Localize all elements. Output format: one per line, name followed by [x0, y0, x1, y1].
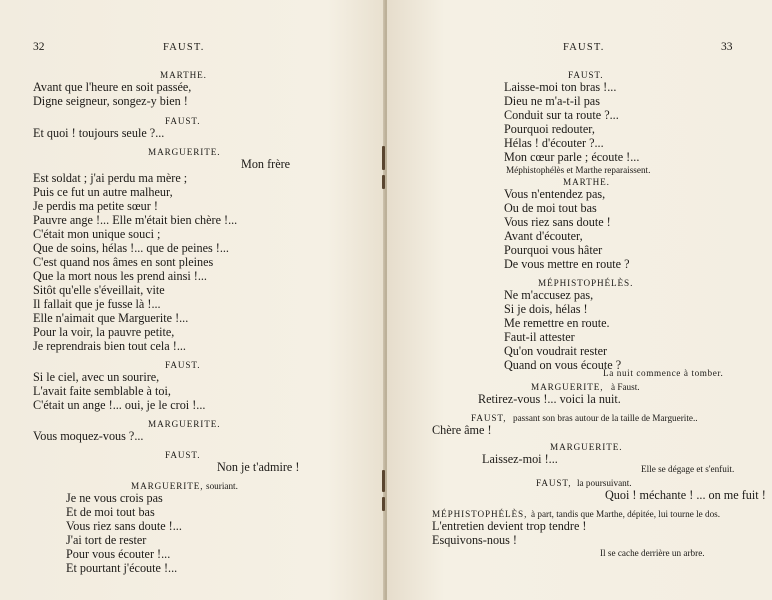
- verse-line: Puis ce fut un autre malheur,: [33, 185, 173, 199]
- verse-line: Ne m'accusez pas,: [504, 288, 594, 302]
- verse-line: Elle n'aimait que Marguerite !...: [33, 311, 189, 325]
- right-page: [387, 0, 772, 600]
- binding-stitch: [382, 146, 385, 170]
- verse-line: Sitôt qu'elle s'éveillait, vite: [33, 283, 165, 297]
- verse-line: Si le ciel, avec un sourire,: [33, 370, 160, 384]
- stage-direction: Il se cache derrière un arbre.: [600, 548, 705, 558]
- verse-line: Je perdis ma petite sœur !: [33, 199, 158, 213]
- verse-line: Pour la voir, la pauvre petite,: [33, 325, 175, 339]
- speaker-name: MARGUERITE,: [531, 382, 604, 392]
- verse-line: Pour vous écouter !...: [66, 547, 171, 561]
- speaker-name: MÉPHISTOPHÉLÈS.: [538, 278, 634, 288]
- stage-direction: passant son bras autour de la taille de Marguerite..: [513, 413, 698, 423]
- running-header: FAUST.: [163, 42, 205, 53]
- verse-line: Faut-il attester: [504, 330, 575, 344]
- verse-line: Quand on vous écoute ?: [504, 358, 622, 372]
- speaker-name: FAUST.: [568, 70, 604, 80]
- speaker-name: MARTHE.: [563, 177, 610, 187]
- stage-direction: Elle se dégage et s'enfuit.: [641, 464, 735, 474]
- left-page: [0, 0, 385, 600]
- verse-line: Mon frère: [241, 157, 291, 171]
- binding-stitch: [382, 470, 385, 492]
- verse-line: C'est quand nos âmes en sont pleines: [33, 255, 214, 269]
- verse-line: Hélas ! d'écouter ?...: [504, 136, 604, 150]
- verse-line: C'était un ange !... oui, je le croi !...: [33, 398, 206, 412]
- verse-line: Pourquoi vous hâter: [504, 243, 603, 257]
- verse-line: Quoi ! méchante ! ... on me fuit !: [605, 488, 766, 502]
- verse-line: Je reprendrais bien tout cela !...: [33, 339, 186, 353]
- speaker-name: MÉPHISTOPHÉLÈS,: [432, 509, 528, 519]
- verse-line: Pauvre ange !... Elle m'était bien chère !...: [33, 213, 238, 227]
- speaker-name: FAUST.: [165, 450, 201, 460]
- verse-line: L'entretien devient trop tendre !: [432, 519, 587, 533]
- verse-line: Conduit sur ta route ?...: [504, 108, 619, 122]
- verse-line: Avant que l'heure en soit passée,: [33, 80, 192, 94]
- verse-line: Je ne vous crois pas: [66, 491, 163, 505]
- verse-line: Esquivons-nous !: [432, 533, 517, 547]
- verse-line: Vous riez sans doute !...: [66, 519, 182, 533]
- speaker-name: MARGUERITE,: [131, 481, 204, 491]
- page-number: 32: [33, 41, 45, 53]
- page-number: 33: [721, 41, 733, 53]
- stage-direction: La nuit commence à tomber.: [603, 368, 724, 378]
- verse-line: Avant d'écouter,: [504, 229, 583, 243]
- verse-line: Que de soins, hélas !... que de peines !...: [33, 241, 229, 255]
- verse-line: De vous mettre en route ?: [504, 257, 630, 271]
- stage-direction: la poursuivant.: [577, 478, 632, 488]
- speaker-name: MARGUERITE.: [148, 419, 221, 429]
- verse-line: Laisse-moi ton bras !...: [504, 80, 617, 94]
- verse-line: Laissez-moi !...: [482, 452, 558, 466]
- verse-line: Vous n'entendez pas,: [504, 187, 606, 201]
- speaker-name: FAUST.: [165, 360, 201, 370]
- stage-direction: à part, tandis que Marthe, dépitée, lui tourne le dos.: [531, 509, 721, 519]
- verse-line: Digne seigneur, songez-y bien !: [33, 94, 188, 108]
- verse-line: L'avait faite semblable à toi,: [33, 384, 171, 398]
- verse-line: Non je t'admire !: [217, 460, 300, 474]
- speaker-name: MARTHE.: [160, 70, 207, 80]
- verse-line: Il fallait que je fusse là !...: [33, 297, 161, 311]
- verse-line: J'ai tort de rester: [66, 533, 147, 547]
- binding-stitch: [382, 497, 385, 511]
- speaker-name: FAUST,: [536, 478, 572, 488]
- verse-line: Et pourtant j'écoute !...: [66, 561, 178, 575]
- verse-line: Si je dois, hélas !: [504, 302, 588, 316]
- verse-line: Dieu ne m'a-t-il pas: [504, 94, 600, 108]
- verse-line: Mon cœur parle ; écoute !...: [504, 150, 640, 164]
- speaker-name: MARGUERITE.: [550, 442, 623, 452]
- speaker-name: MARGUERITE.: [148, 147, 221, 157]
- verse-line: Chère âme !: [432, 423, 492, 437]
- verse-line: Ou de moi tout bas: [504, 201, 597, 215]
- verse-line: Vous moquez-vous ?...: [33, 429, 144, 443]
- verse-line: Me remettre en route.: [504, 316, 610, 330]
- speaker-name: FAUST.: [165, 116, 201, 126]
- verse-line: Pourquoi redouter,: [504, 122, 595, 136]
- stage-direction: souriant.: [206, 481, 238, 491]
- verse-line: Retirez-vous !... voici la nuit.: [478, 392, 621, 406]
- verse-line: Vous riez sans doute !: [504, 215, 611, 229]
- verse-line: Et quoi ! toujours seule ?...: [33, 126, 165, 140]
- verse-line: C'était mon unique souci ;: [33, 227, 161, 241]
- verse-line: Et de moi tout bas: [66, 505, 155, 519]
- stage-direction: à Faust.: [611, 382, 640, 392]
- binding-stitch: [382, 175, 385, 189]
- verse-line: Que la mort nous les prend ainsi !...: [33, 269, 207, 283]
- running-header: FAUST.: [563, 42, 605, 53]
- verse-line: Qu'on voudrait rester: [504, 344, 608, 358]
- verse-line: Est soldat ; j'ai perdu ma mère ;: [33, 171, 188, 185]
- stage-direction: Méphistophélès et Marthe reparaissent.: [506, 165, 651, 175]
- speaker-name: FAUST,: [471, 413, 507, 423]
